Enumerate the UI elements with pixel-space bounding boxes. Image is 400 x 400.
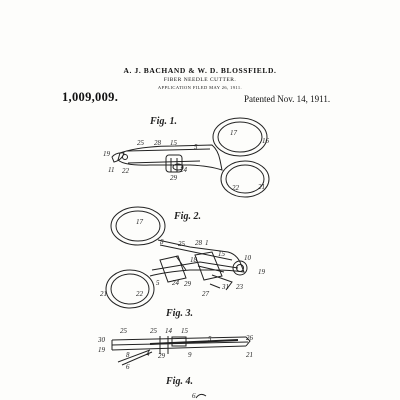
- figure-1-label: Fig. 1.: [150, 116, 177, 127]
- ref-numeral: 15: [181, 327, 188, 335]
- ref-numeral: 24: [180, 166, 187, 174]
- ref-numeral: 29: [158, 352, 165, 360]
- ref-numeral: 4: [146, 350, 150, 358]
- ref-numeral: 10: [244, 254, 251, 262]
- invention-title: FIBER NEEDLE CUTTER.: [163, 77, 237, 83]
- ref-numeral: 23: [236, 283, 243, 291]
- ref-numeral: 6: [126, 363, 130, 371]
- application-filed: APPLICATION FILED MAY 26, 1911.: [157, 85, 243, 90]
- ref-numeral: 5: [194, 143, 198, 151]
- figure-2-cutter: [106, 207, 247, 308]
- ref-numeral: 22: [232, 184, 239, 192]
- ref-numeral: 19: [103, 150, 110, 158]
- figure-1-cutter: [112, 118, 269, 197]
- ref-numeral: 22: [122, 167, 129, 175]
- ref-numeral: 25: [150, 327, 157, 335]
- ref-numeral: 19: [98, 346, 105, 354]
- ref-numeral: 19: [258, 268, 265, 276]
- ref-numeral: 5: [156, 279, 160, 287]
- patent-number: 1,009,009.: [62, 90, 119, 104]
- ref-numeral: 25: [120, 327, 127, 335]
- inventors-line: A. J. BACHAND & W. D. BLOSSFIELD.: [123, 66, 277, 75]
- ref-numeral: 29: [170, 174, 177, 182]
- ref-numeral: 16: [262, 137, 269, 145]
- ref-numeral: 31: [222, 283, 229, 291]
- patent-date: Patented Nov. 14, 1911.: [244, 94, 331, 104]
- ref-numeral: 18: [190, 256, 197, 264]
- ref-numeral: 22: [136, 290, 143, 298]
- ref-numeral: 21: [258, 183, 265, 191]
- ref-numeral: 25: [178, 240, 185, 248]
- ref-numeral: 28: [154, 139, 161, 147]
- ref-numeral: 17: [230, 129, 237, 137]
- ref-numeral: 15: [218, 250, 225, 258]
- ref-numeral: 21: [100, 290, 107, 298]
- ref-numeral: 15: [170, 139, 177, 147]
- ref-numeral: 11: [108, 166, 115, 174]
- ref-numeral: 27: [202, 290, 209, 298]
- figure-3-label: Fig. 3.: [166, 308, 193, 319]
- ref-numeral: 30: [98, 336, 105, 344]
- ref-numeral: 29: [184, 280, 191, 288]
- ref-numeral: 8: [160, 238, 164, 246]
- figure-2-label: Fig. 2.: [174, 211, 201, 222]
- figure-3-cutter: [112, 336, 250, 365]
- ref-numeral: 1: [205, 239, 209, 247]
- ref-numeral: 17: [136, 218, 143, 226]
- ref-numeral: 14: [165, 327, 172, 335]
- ref-numeral: 5: [208, 335, 212, 343]
- ref-numeral: 28: [195, 239, 202, 247]
- ref-numeral: 25: [137, 139, 144, 147]
- ref-numeral: 9: [188, 351, 192, 359]
- ref-numeral: 26: [246, 334, 253, 342]
- figure-4-fragment: [196, 394, 206, 398]
- ref-numeral: 24: [172, 279, 179, 287]
- ref-numeral: 21: [246, 351, 253, 359]
- figure-4-label: Fig. 4.: [166, 376, 193, 387]
- ref-numeral: 8: [126, 351, 130, 359]
- ref-numeral: 6: [192, 392, 196, 400]
